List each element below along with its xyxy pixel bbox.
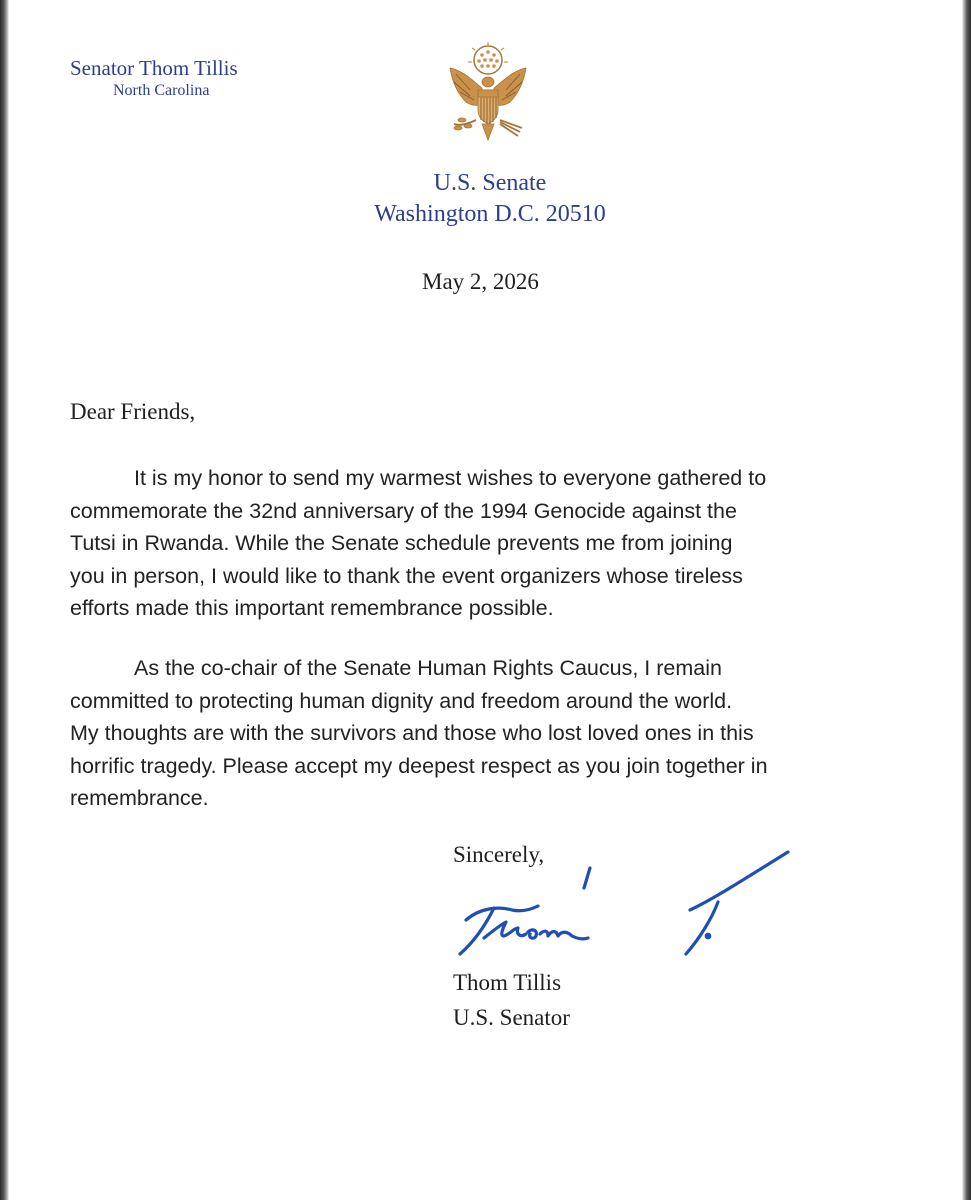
paragraph-line: you in person, I would like to thank the event organizers whose tireless — [70, 563, 743, 588]
signer-title: U.S. Senator — [453, 1005, 570, 1030]
scan-border-right — [962, 0, 971, 1200]
paragraph-line: horrific tragedy. Please accept my deepest respect as you join together in — [70, 753, 768, 778]
handwritten-signature — [450, 838, 800, 970]
sender-state: North Carolina — [113, 82, 210, 99]
body-paragraph-2 — [70, 652, 910, 815]
paragraph-line: It is my honor to send my warmest wishes to everyone gathered to — [134, 466, 767, 490]
salutation: Dear Friends, — [70, 399, 196, 424]
sender-name: Senator Thom Tillis — [70, 56, 238, 80]
paragraph-line: My thoughts are with the survivors and those who lost loved ones in this — [70, 721, 754, 745]
letter-date: May 2, 2026 — [422, 269, 539, 294]
closing: Sincerely, — [453, 842, 545, 867]
scan-border-left — [0, 0, 9, 1200]
great-seal-eagle-icon — [432, 40, 544, 148]
paragraph-line: remembrance. — [70, 786, 209, 810]
paragraph-line: efforts made this important remembrance possible. — [70, 596, 554, 620]
office-address — [300, 168, 680, 230]
paragraph-line: committed to protecting human dignity and freedom around the world. — [70, 688, 733, 713]
paragraph-line: commemorate the 32nd anniversary of the 1994 Genocide against the — [70, 498, 737, 523]
signer-name: Thom Tillis — [453, 970, 562, 995]
office-line-2: Washington D.C. 20510 — [374, 201, 606, 227]
body-paragraph-1 — [70, 462, 910, 625]
office-line-1: U.S. Senate — [433, 170, 547, 196]
paragraph-line: As the co-chair of the Senate Human Rights Caucus, I remain — [134, 656, 722, 680]
paragraph-line: Tutsi in Rwanda. While the Senate schedule prevents me from joining — [70, 531, 733, 555]
